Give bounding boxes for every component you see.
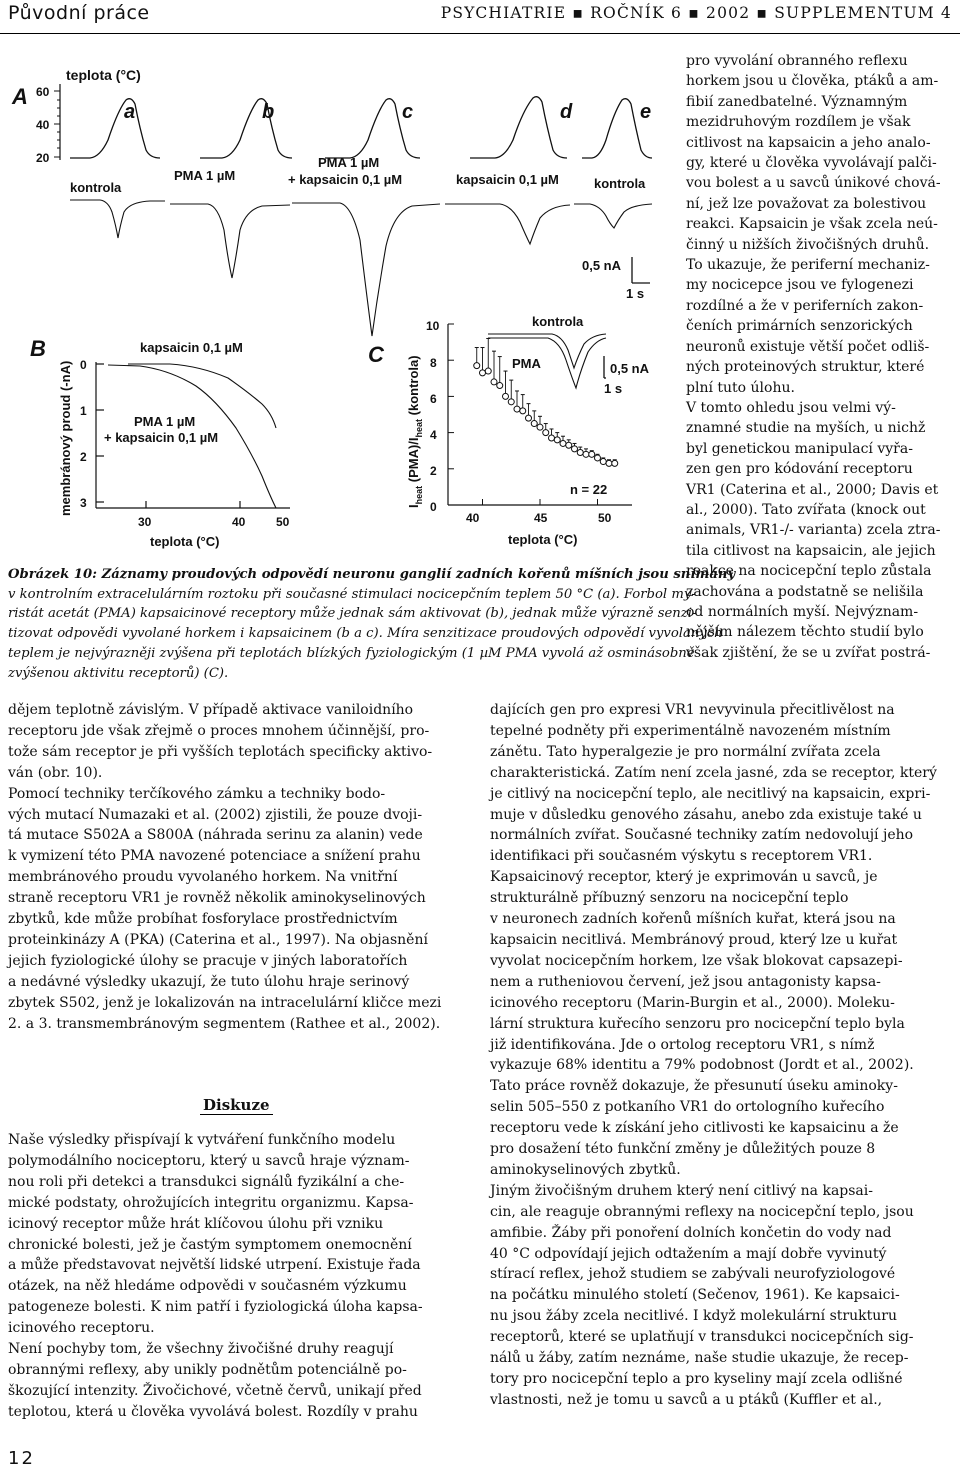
text-line: nou roli při detekci a transdukci signálů fyzikální a che- <box>8 1173 405 1190</box>
text-line: Kapsaicinový receptor, který je exprimován u savců, je <box>490 869 878 886</box>
b-xtick: 30 <box>138 515 152 529</box>
temp-tick: 60 <box>36 85 50 99</box>
text-line: normálních zvířat. Současné techniky zatím nedovolují jeho <box>490 827 914 844</box>
caption-line: ristát acetát (PMA) kapsaicinové receptory může jednak sám aktivovat (b), jednak může výrazně senzi- <box>8 606 697 622</box>
data-point <box>554 437 560 443</box>
text-line: vých mutací Numazaki et al. (2002) zjistili, že pouze dvoji- <box>8 806 423 823</box>
cond-label-kontrola-2: kontrola <box>594 176 646 191</box>
trace-letter-a: a <box>124 101 136 123</box>
caption-line: teplem je nejvýrazněji zvýšena při teplotách blízkých fyziologickým (1 µM PMA vyvolá až osminásobně <box>8 645 695 661</box>
cond-label-pma: PMA 1 µM <box>174 168 236 183</box>
trace-letter-e: e <box>640 101 652 123</box>
text-line: Naše výsledky přispívají k vytváření funkčního modelu <box>8 1132 396 1148</box>
c-xlabel: teplota (°C) <box>508 532 578 547</box>
c-inset-pma: PMA <box>512 356 541 371</box>
panel-c-ylabel: $I_{heat}$ $(PMA)/I_{heat}$ (kontrola) <box>406 355 424 508</box>
text-line: nem a rutheniovou červení, jež jsou antagonisty kapsa- <box>490 973 881 990</box>
text-line: V tomto ohledu jsou velmi vý- <box>686 399 896 416</box>
text-line: zbytek S502, jenž je lokalizován na intracelulární kličce mezi <box>8 994 442 1011</box>
temp-tick: 40 <box>36 118 50 132</box>
text-line: vlastnosti, než je tomu u savců a u ptáků (Kuffler et al., <box>490 1391 883 1408</box>
text-line: ván (obr. 10). <box>8 764 103 781</box>
text-line: vyvolat nocicepčním horkem, lze však blokovat capsazepi- <box>490 952 903 969</box>
text-line: a může představovat největší lidské utrpení. Existuje řada <box>8 1257 421 1274</box>
text-line: straně receptoru VR1 je rovněž několik aminokyselinových <box>8 890 426 907</box>
temp-axis <box>54 84 60 160</box>
data-point <box>612 460 618 466</box>
text-line: byl genetickou manipulací vyřa- <box>686 440 913 457</box>
c-xtick: 50 <box>598 511 612 525</box>
figure-10 <box>0 44 670 559</box>
panel-b-label: B <box>30 336 46 361</box>
text-line: vou bolest a u savců únikové chová- <box>686 175 941 192</box>
cond-label-kontrola: kontrola <box>70 180 122 195</box>
figure-caption <box>8 565 736 683</box>
temp-axis-title: teplota (°C) <box>66 67 141 83</box>
text-line: fibií zanedbatelné. Významným <box>686 93 908 110</box>
text-line: znamné studie na myších, u nichž <box>686 420 926 437</box>
cond-label-kapsaicin: kapsaicin 0,1 µM <box>456 172 559 187</box>
panel-c-ticks <box>448 324 598 505</box>
c-data-points <box>474 338 618 466</box>
text-line: receptoru vede k získání jeho citlivosti ke kapsaicinu a že <box>490 1120 899 1137</box>
cond-label-pma-2: PMA 1 µM <box>318 155 380 170</box>
c-xtick: 40 <box>466 511 480 525</box>
b-ytick: 1 <box>80 404 87 418</box>
text-line: icinového receptoru (Marin-Burgin et al., 2000). Moleku- <box>490 994 895 1011</box>
data-point <box>566 442 572 448</box>
data-point <box>503 393 509 399</box>
data-point <box>520 408 526 414</box>
data-point <box>491 379 497 385</box>
page-number: 12 <box>8 1448 35 1469</box>
text-line: 40 °C odpovídají jejich odtažením a mají dobře vyvinutý <box>490 1245 887 1262</box>
panel-c-label: C <box>368 342 384 367</box>
header-rule <box>0 33 960 34</box>
text-line: cin, ale reaguje obrannými reflexy na nocicepční teplo, jsou <box>490 1203 914 1220</box>
trace-letter-d: d <box>560 101 573 123</box>
data-point <box>508 399 514 405</box>
text-line: polymodálního nociceptoru, který u savců hraje význam- <box>8 1152 410 1169</box>
text-line: otázek, na něž hledáme odpovědi v současném výzkumu <box>8 1278 407 1295</box>
scale-bar-a <box>632 257 650 283</box>
text-line: proteinkinázy A (PKA) (Caterina et al., 1997). Na objasnění <box>8 931 428 948</box>
panel-c-axes <box>448 324 632 505</box>
text-line: muje v důsledku genového zásahu, anebo zda existuje také u <box>490 806 922 823</box>
text-line: VR1 (Caterina et al., 2000; Davis et <box>686 481 939 498</box>
text-line: reakce na nocicepční teplo zůstala <box>686 563 932 580</box>
text-line: mezidruhovým rozdílem je však <box>686 114 911 131</box>
scale-a-time: 1 s <box>626 286 645 301</box>
data-point <box>572 446 578 452</box>
data-point <box>531 421 537 427</box>
b-ytick: 2 <box>80 450 87 464</box>
data-point <box>497 383 503 389</box>
text-line: zánětu. Tato hyperalgezie je pro normální zvířata zcela <box>490 743 881 760</box>
text-line: my nocicepce jsou ve fylogenezi <box>686 277 914 294</box>
text-line: k vymizení této PMA navozené potenciace a snížení prahu <box>8 848 421 865</box>
text-line: icinového receptoru. <box>8 1320 155 1337</box>
text-line: plní tuto úlohu. <box>686 379 795 396</box>
text-line: aminokyselinových zbytků. <box>490 1161 681 1178</box>
text-line: pro dosažení této funkční změny je důležitých pouze 8 <box>490 1141 876 1158</box>
text-line: strukturálně příbuzný senzoru na nocicepční teplo <box>490 890 849 907</box>
cond-label-pma-kaps: + kapsaicin 0,1 µM <box>288 172 403 187</box>
text-line: al., 2000). Tato zvířata (knock out <box>686 501 926 518</box>
caption-line: zvýšenou aktivitu receptorů) (C). <box>8 665 229 681</box>
text-line: nálů u žáby, zatím neznáme, naše studie ukazuje, že recep- <box>490 1350 909 1367</box>
text-line: To ukazuje, že periferní mechaniz- <box>686 257 930 274</box>
scale-a-current: 0,5 nA <box>582 258 622 273</box>
text-line: pro vyvolání obranného reflexu <box>686 53 908 69</box>
text-line: čeních primárních senzorických <box>686 318 913 335</box>
text-line: patogeneze bolesti. K nim patří i fyziologická úloha kapsa- <box>8 1299 423 1316</box>
text-line: od normálních myší. Nejvýznam- <box>686 603 919 620</box>
data-point <box>474 363 480 369</box>
caption-line: tizovat odpovědi vyvolané horkem i kapsaicinem (b a c). Míra senzitizace proudových odpovědí vyvolaných <box>8 626 723 642</box>
journal-running-head: PSYCHIATRIE ▪ ROČNÍK 6 ▪ 2002 ▪ SUPPLEMENTUM 4 <box>440 4 952 22</box>
c-ytick: 8 <box>430 356 437 370</box>
text-line: charakteristická. Zatím není zcela jasné, zda se receptor, který <box>490 764 937 781</box>
text-line: zen gen pro kódování receptoru <box>686 461 913 478</box>
data-point <box>595 455 601 461</box>
c-xtick: 45 <box>534 511 548 525</box>
data-point <box>543 430 549 436</box>
data-point <box>549 435 555 441</box>
text-line: membránového proudu vyvolaného horkem. Na vnitřní <box>8 869 398 886</box>
trace-letter-b: b <box>262 101 275 123</box>
c-scale-bar <box>604 356 606 378</box>
text-line: Není pochyby tom, že všechny živočišné druhy reagují <box>8 1341 394 1358</box>
c-ytick: 0 <box>430 500 437 514</box>
text-line: nu jsou žáby zcela necitlivé. I když molekulární strukturu <box>490 1308 897 1325</box>
text-line: identifikaci při současném výskytu s receptorem VR1. <box>490 848 873 865</box>
text-line: ní, jež lze považovat za bolestivou <box>686 195 927 212</box>
c-ytick: 2 <box>430 464 437 478</box>
left-column-discussion <box>8 1130 423 1423</box>
text-line: neuronů existuje větší počet odliš- <box>686 338 930 355</box>
text-line: Pomocí techniky terčíkového zámku a techniky bodo- <box>8 785 386 802</box>
data-point <box>480 370 486 376</box>
right-column-top <box>686 51 941 663</box>
panel-b-ylabel: membránový proud (-nA) <box>58 360 73 516</box>
b-xtick: 40 <box>232 515 246 529</box>
text-line: reakci. Kapsaicin je však zcela neú- <box>686 216 938 233</box>
text-line: tory pro nocicepční teplo a pro kyseliny mají zcela odlišné <box>490 1371 903 1387</box>
text-line: škozující intenzity. Živočichové, včetně červů, unikají před <box>8 1382 422 1399</box>
text-line: Jiným živočišným druhem který není citlivý na kapsai- <box>490 1182 873 1199</box>
c-scale-current: 0,5 nA <box>610 361 650 376</box>
b-label-pma-kaps: + kapsaicin 0,1 µM <box>104 430 219 445</box>
b-label-kapsaicin: kapsaicin 0,1 µM <box>140 340 243 355</box>
data-point <box>589 451 595 457</box>
c-inset-kontrola: kontrola <box>532 314 584 329</box>
trace-letter-c: c <box>402 101 414 123</box>
section-heading: Diskuze <box>200 1096 273 1115</box>
text-line: tila citlivost na kapsaicin, ale jejich <box>686 542 936 559</box>
text-line: zachována a podstatně se nelišila <box>686 583 924 600</box>
text-line: dajících gen pro expresi VR1 nevyvinula přecitlivělost na <box>490 702 895 718</box>
text-line: rozdílné a že v periferních zakon- <box>686 297 924 314</box>
caption-line: v kontrolním extracelulárním roztoku při současné stimulaci nocicepčním teplem 50 °C (a). Forbol my- <box>8 586 696 602</box>
text-line: stírací reflex, jehož studiem se zabývali neurofyziologové <box>490 1266 896 1283</box>
data-point <box>600 459 606 465</box>
text-line: mické podstaty, ohrožujících integritu organizmu. Kapsa- <box>8 1194 414 1211</box>
text-line: horkem jsou u člověka, ptáků a am- <box>686 73 939 90</box>
b-ytick: 3 <box>80 496 87 510</box>
text-line: animals, VR1-/- varianta) zcela ztra- <box>686 522 941 539</box>
c-ytick: 4 <box>430 428 437 442</box>
text-line: tepelné podněty při experimentálně navozeném místním <box>490 722 891 739</box>
caption-line: Obrázek 10: Záznamy proudových odpovědí neuronu ganglií zadních kořenů míšních jsou snímány <box>8 567 736 582</box>
text-line: kapsaicin necitlivá. Membránový proud, který lze u kuřat <box>490 931 898 948</box>
text-line: Tato práce rovněž dokazuje, že přesunutí úseku aminoky- <box>490 1078 898 1095</box>
text-line: nějším nálezem těchto studií bylo <box>686 624 924 641</box>
text-line: gy, které u člověka vyvolávají palči- <box>686 155 937 172</box>
left-column-text <box>8 700 441 1035</box>
text-line: teplotou, která u člověka vyvolává bolest. Rozdíly v prahu <box>8 1403 418 1420</box>
text-line: citlivost na kapsaicin a jeho analo- <box>686 134 931 151</box>
b-ytick: 0 <box>80 358 87 372</box>
text-line: icinový receptor může hrát klíčovou úlohu při vzniku <box>8 1215 384 1232</box>
text-line: je citlivý na nocicepční teplo, ale necitlivý na kapsaicin, expri- <box>490 785 931 802</box>
text-line: 2. a 3. transmembránovým segmentem (Rathee et al., 2002). <box>8 1015 441 1032</box>
data-point <box>606 460 612 466</box>
text-line: selin 505–550 z potkaního VR1 do ortologního kuřecího <box>490 1099 885 1116</box>
c-ytick: 10 <box>426 319 440 333</box>
panel-a-label: A <box>12 84 28 109</box>
text-line: však zjištění, že se u zvířat postrá- <box>686 644 931 661</box>
text-line: zbytků, kde může probíhat fosforylace prostřednictvím <box>8 911 398 928</box>
text-line: tá mutace S502A a S800A (náhrada serinu za alanin) vede <box>8 827 423 844</box>
text-line: receptoru jde však zřejmě o proces mnohem účinnější, pro- <box>8 722 430 739</box>
data-point <box>537 424 543 430</box>
section-title: Původní práce <box>8 2 150 24</box>
text-line: dějem teplotně závislým. V případě aktivace vaniloidního <box>8 702 414 718</box>
b-xlabel: teplota (°C) <box>150 534 220 549</box>
text-line: ných proteinových struktur, které <box>686 359 925 376</box>
data-point <box>583 451 589 457</box>
text-line: a nedávné výsledky ukazují, že tuto úlohu hraje serinový <box>8 973 410 990</box>
data-point <box>514 406 520 412</box>
right-column-text <box>490 700 937 1411</box>
c-n-annotation: n = 22 <box>570 482 608 497</box>
text-line: lární struktura kuřecího senzoru pro nocicepční teplo byla <box>490 1015 905 1032</box>
temp-tick: 20 <box>36 151 50 165</box>
text-line: na počátku minulého století (Sečenov, 1961). Ke kapsaici- <box>490 1287 900 1304</box>
b-label-pma: PMA 1 µM <box>134 414 196 429</box>
c-scale-time: 1 s <box>604 381 623 396</box>
data-point <box>560 440 566 446</box>
text-line: amfibie. Žáby při ponoření dolních končetin do vody nad <box>490 1224 892 1241</box>
text-line: již identifikována. Jde o ortolog receptoru VR1, s nímž <box>490 1036 875 1053</box>
text-line: jejich fyziologické úlohy se pracuje v jiných laboratořích <box>8 952 408 969</box>
text-line: činný u nižších živočišných druhů. <box>686 236 930 253</box>
text-line: obrannými reflexy, aby unikly podnětům potenciálně po- <box>8 1361 407 1378</box>
text-line: v neuronech zadních kořenů míšních kuřat, která jsou na <box>490 911 896 928</box>
b-xtick: 50 <box>276 515 290 529</box>
data-point <box>577 450 583 456</box>
data-point <box>526 415 532 421</box>
text-line: tože sám receptor je při vyšších teplotách specificky aktivo- <box>8 743 433 760</box>
text-line: vykazuje 68% identitu a 79% podobnost (Jordt et al., 2002). <box>490 1057 914 1074</box>
text-line: receptorů, které se uplatňují v transdukci nocicepčních sig- <box>490 1329 914 1346</box>
data-point <box>485 368 491 374</box>
c-ytick: 6 <box>430 392 437 406</box>
text-line: chronické bolesti, jež je častým symptomem onemocnění <box>8 1236 412 1253</box>
